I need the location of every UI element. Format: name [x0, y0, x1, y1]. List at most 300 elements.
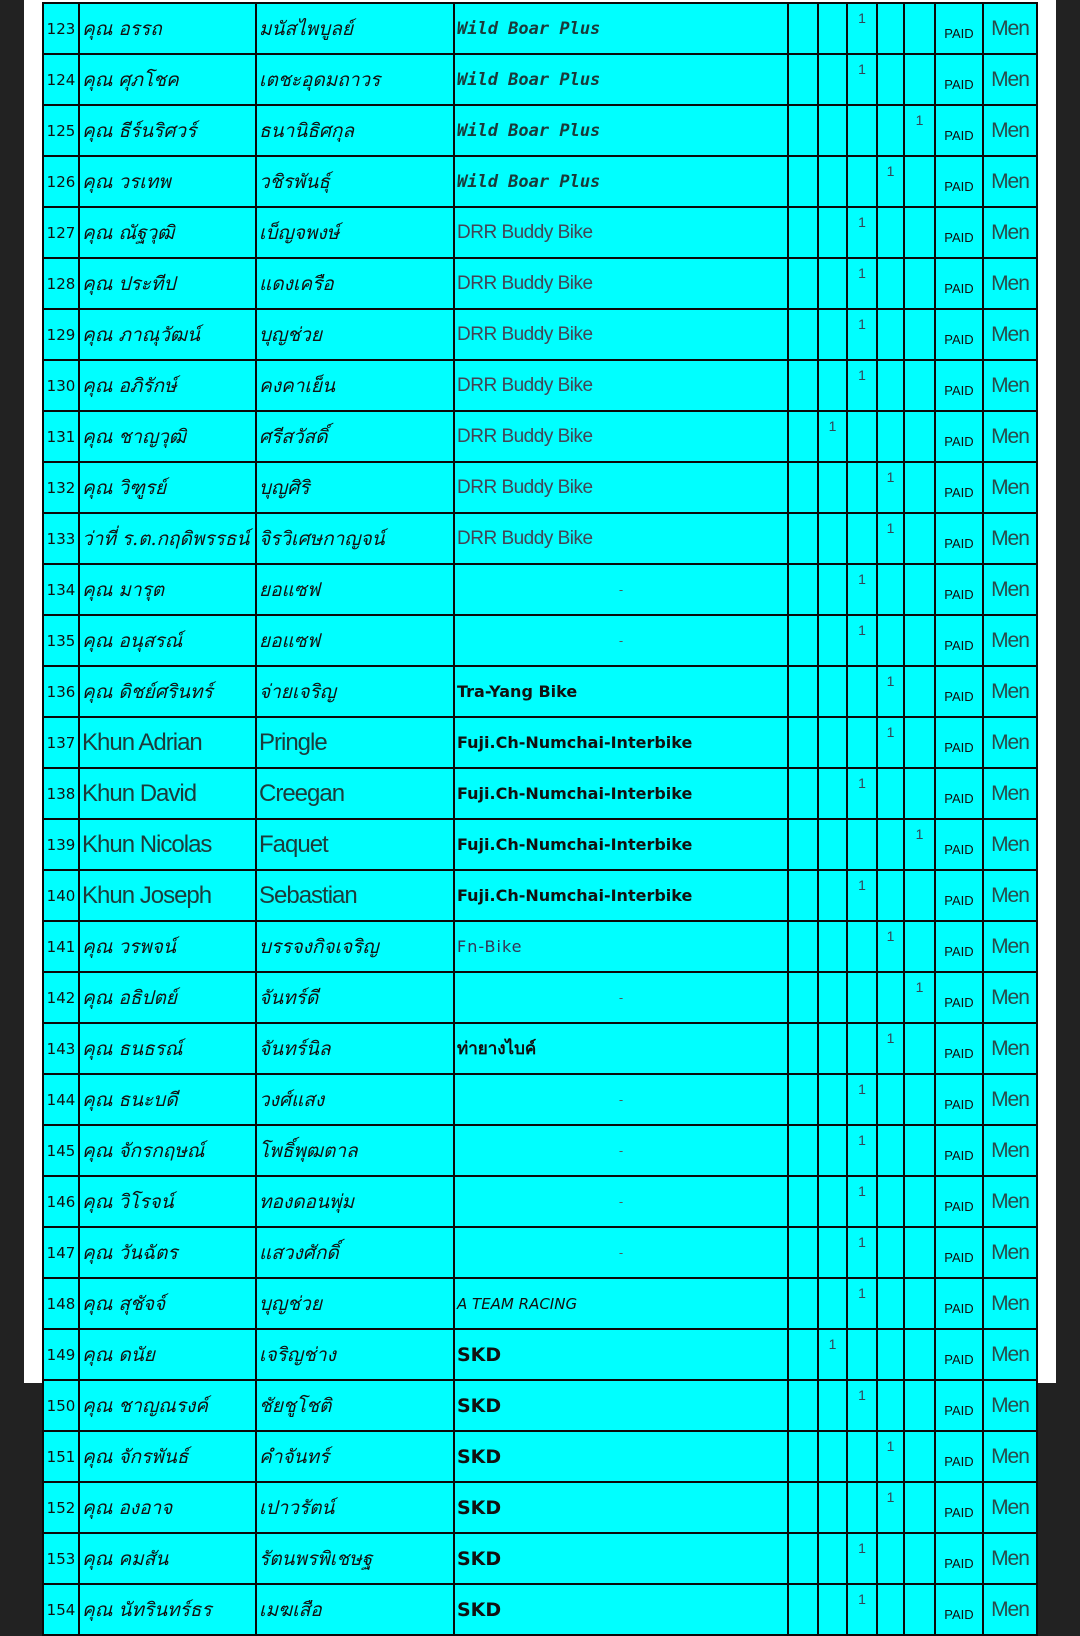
rider-number: 148: [43, 1278, 79, 1329]
table-row: [43, 1227, 1037, 1278]
class-mark-cell: [788, 768, 818, 819]
payment-status: PAID: [935, 1380, 983, 1431]
class-mark-cell: [877, 309, 904, 360]
payment-status: PAID: [935, 1431, 983, 1482]
first-name: คุณ ชาญวุฒิ: [79, 411, 256, 462]
class-mark-cell: [877, 1278, 904, 1329]
class-mark-cell: [788, 1431, 818, 1482]
class-mark-cell: 1: [847, 309, 877, 360]
class-mark-cell: 1: [847, 1584, 877, 1635]
class-mark-cell: [788, 1329, 818, 1380]
first-name: คุณ ดนัย: [79, 1329, 256, 1380]
payment-status: PAID: [935, 1125, 983, 1176]
table-row: [43, 1176, 1037, 1227]
class-mark-cell: [877, 3, 904, 54]
class-mark-cell: [877, 411, 904, 462]
last-name: แสวงศักดิ์: [256, 1227, 454, 1278]
team-name: SKD: [454, 1584, 788, 1635]
last-name: แดงเครือ: [256, 258, 454, 309]
class-mark-cell: [877, 54, 904, 105]
first-name: คุณ วรเทพ: [79, 156, 256, 207]
first-name: คุณ มารุต: [79, 564, 256, 615]
rider-number: 130: [43, 360, 79, 411]
table-row: [43, 1074, 1037, 1125]
table-row: [43, 870, 1037, 921]
table-row: [43, 1431, 1037, 1482]
class-mark-cell: [904, 3, 935, 54]
first-name: คุณ วรพจน์: [79, 921, 256, 972]
payment-status: PAID: [935, 1584, 983, 1635]
class-mark-cell: [877, 1176, 904, 1227]
class-mark-cell: 1: [877, 921, 904, 972]
team-name: Fuji.Ch-Numchai-Interbike: [454, 870, 788, 921]
team-name: SKD: [454, 1482, 788, 1533]
class-mark-cell: 1: [847, 1380, 877, 1431]
category: Men: [983, 768, 1037, 819]
class-mark-cell: [904, 462, 935, 513]
rider-number: 147: [43, 1227, 79, 1278]
class-mark-cell: 1: [847, 1533, 877, 1584]
category: Men: [983, 1482, 1037, 1533]
category: Men: [983, 1125, 1037, 1176]
first-name: ว่าที่ ร.ต.กฤดิพรรธน์: [79, 513, 256, 564]
team-name: -: [454, 1125, 788, 1176]
class-mark-cell: [788, 819, 818, 870]
class-mark-cell: 1: [877, 1431, 904, 1482]
payment-status: PAID: [935, 3, 983, 54]
last-name: ชัยชูโชติ: [256, 1380, 454, 1431]
category: Men: [983, 819, 1037, 870]
team-name: Fn-Bike: [454, 921, 788, 972]
class-mark-cell: 1: [877, 156, 904, 207]
last-name: จิรวิเศษกาญจน์: [256, 513, 454, 564]
last-name: บุญช่วย: [256, 309, 454, 360]
rider-number: 136: [43, 666, 79, 717]
class-mark-cell: [847, 717, 877, 768]
team-name: SKD: [454, 1431, 788, 1482]
team-name: DRR Buddy Bike: [454, 462, 788, 513]
class-mark-cell: 1: [847, 1227, 877, 1278]
first-name: คุณ ชาญณรงค์: [79, 1380, 256, 1431]
rider-number: 132: [43, 462, 79, 513]
class-mark-cell: [818, 462, 847, 513]
payment-status: PAID: [935, 1482, 983, 1533]
payment-status: PAID: [935, 411, 983, 462]
category: Men: [983, 1584, 1037, 1635]
class-mark-cell: [904, 258, 935, 309]
class-mark-cell: [818, 1278, 847, 1329]
class-mark-cell: [788, 360, 818, 411]
first-name: คุณ ศุภโชค: [79, 54, 256, 105]
first-name: คุณ อภิรักษ์: [79, 360, 256, 411]
class-mark-cell: [904, 1533, 935, 1584]
rider-number: 141: [43, 921, 79, 972]
table-row: [43, 666, 1037, 717]
team-name: -: [454, 564, 788, 615]
category: Men: [983, 258, 1037, 309]
team-name: DRR Buddy Bike: [454, 360, 788, 411]
rider-number: 133: [43, 513, 79, 564]
rider-number: 150: [43, 1380, 79, 1431]
first-name: Khun Nicolas: [79, 819, 256, 870]
category: Men: [983, 3, 1037, 54]
class-mark-cell: [818, 564, 847, 615]
class-mark-cell: [877, 819, 904, 870]
table-row: [43, 258, 1037, 309]
class-mark-cell: [788, 411, 818, 462]
class-mark-cell: [847, 1329, 877, 1380]
table-row: [43, 717, 1037, 768]
payment-status: PAID: [935, 105, 983, 156]
class-mark-cell: [877, 1125, 904, 1176]
table-row: [43, 105, 1037, 156]
rider-number: 139: [43, 819, 79, 870]
category: Men: [983, 105, 1037, 156]
class-mark-cell: [877, 207, 904, 258]
class-mark-cell: [818, 1482, 847, 1533]
class-mark-cell: [904, 1329, 935, 1380]
payment-status: PAID: [935, 1533, 983, 1584]
first-name: คุณ วันฉัตร: [79, 1227, 256, 1278]
class-mark-cell: [818, 1431, 847, 1482]
class-mark-cell: [788, 1533, 818, 1584]
first-name: คุณ อธิปตย์: [79, 972, 256, 1023]
class-mark-cell: [877, 870, 904, 921]
last-name: Sebastian: [256, 870, 454, 921]
class-mark-cell: [877, 1227, 904, 1278]
class-mark-cell: [904, 1380, 935, 1431]
table-row: [43, 309, 1037, 360]
team-name: -: [454, 615, 788, 666]
first-name: คุณ อนุสรณ์: [79, 615, 256, 666]
class-mark-cell: [818, 615, 847, 666]
class-mark-cell: [904, 564, 935, 615]
class-mark-cell: [788, 921, 818, 972]
class-mark-cell: 1: [877, 666, 904, 717]
class-mark-cell: [788, 258, 818, 309]
last-name: ทองดอนพุ่ม: [256, 1176, 454, 1227]
class-mark-cell: [904, 1227, 935, 1278]
class-mark-cell: 1: [847, 1278, 877, 1329]
class-mark-cell: [818, 717, 847, 768]
category: Men: [983, 1176, 1037, 1227]
class-mark-cell: [818, 1023, 847, 1074]
class-mark-cell: [788, 1176, 818, 1227]
class-mark-cell: [847, 462, 877, 513]
first-name: คุณ ธนธรณ์: [79, 1023, 256, 1074]
class-mark-cell: [904, 1431, 935, 1482]
last-name: โพธิ์พุฒตาล: [256, 1125, 454, 1176]
class-mark-cell: [818, 1533, 847, 1584]
class-mark-cell: [877, 360, 904, 411]
class-mark-cell: [847, 666, 877, 717]
rider-number: 154: [43, 1584, 79, 1635]
payment-status: PAID: [935, 207, 983, 258]
class-mark-cell: [788, 972, 818, 1023]
first-name: คุณ ภาณุวัฒน์: [79, 309, 256, 360]
rider-number: 127: [43, 207, 79, 258]
class-mark-cell: [788, 207, 818, 258]
class-mark-cell: [788, 1278, 818, 1329]
payment-status: PAID: [935, 819, 983, 870]
first-name: คุณ ประทีป: [79, 258, 256, 309]
team-name: DRR Buddy Bike: [454, 258, 788, 309]
table-row: [43, 462, 1037, 513]
category: Men: [983, 1533, 1037, 1584]
class-mark-cell: 1: [847, 1074, 877, 1125]
class-mark-cell: [877, 1533, 904, 1584]
rider-number: 142: [43, 972, 79, 1023]
table-row: [43, 513, 1037, 564]
class-mark-cell: [818, 1584, 847, 1635]
team-name: Wild Boar Plus: [454, 105, 788, 156]
class-mark-cell: [818, 54, 847, 105]
class-mark-cell: [818, 1227, 847, 1278]
payment-status: PAID: [935, 54, 983, 105]
class-mark-cell: 1: [904, 972, 935, 1023]
payment-status: PAID: [935, 768, 983, 819]
class-mark-cell: [847, 513, 877, 564]
team-name: -: [454, 972, 788, 1023]
first-name: คุณ สุชัจจ์: [79, 1278, 256, 1329]
class-mark-cell: [877, 1329, 904, 1380]
last-name: เจริญช่าง: [256, 1329, 454, 1380]
rider-number: 135: [43, 615, 79, 666]
class-mark-cell: [818, 768, 847, 819]
table-row: [43, 411, 1037, 462]
class-mark-cell: [877, 1584, 904, 1635]
class-mark-cell: [788, 870, 818, 921]
payment-status: PAID: [935, 1023, 983, 1074]
class-mark-cell: [818, 972, 847, 1023]
team-name: SKD: [454, 1329, 788, 1380]
class-mark-cell: [847, 819, 877, 870]
table-row: [43, 207, 1037, 258]
table-row: [43, 564, 1037, 615]
team-name: Tra-Yang Bike: [454, 666, 788, 717]
class-mark-cell: [877, 972, 904, 1023]
table-row: [43, 1533, 1037, 1584]
class-mark-cell: [877, 768, 904, 819]
class-mark-cell: 1: [847, 870, 877, 921]
payment-status: PAID: [935, 360, 983, 411]
last-name: มนัสไพบูลย์: [256, 3, 454, 54]
class-mark-cell: [788, 156, 818, 207]
category: Men: [983, 1278, 1037, 1329]
class-mark-cell: [788, 1380, 818, 1431]
rider-number: 123: [43, 3, 79, 54]
class-mark-cell: [877, 615, 904, 666]
category: Men: [983, 513, 1037, 564]
category: Men: [983, 54, 1037, 105]
last-name: คงคาเย็น: [256, 360, 454, 411]
team-name: Fuji.Ch-Numchai-Interbike: [454, 717, 788, 768]
rider-number: 129: [43, 309, 79, 360]
class-mark-cell: [904, 1125, 935, 1176]
class-mark-cell: 1: [818, 411, 847, 462]
class-mark-cell: [904, 1176, 935, 1227]
rider-number: 145: [43, 1125, 79, 1176]
class-mark-cell: [904, 1074, 935, 1125]
first-name: คุณ วิโรจน์: [79, 1176, 256, 1227]
class-mark-cell: 1: [847, 3, 877, 54]
table-row: [43, 3, 1037, 54]
last-name: เมฆเสือ: [256, 1584, 454, 1635]
category: Men: [983, 1227, 1037, 1278]
category: Men: [983, 411, 1037, 462]
last-name: จันทร์ดี: [256, 972, 454, 1023]
class-mark-cell: [847, 1023, 877, 1074]
table-row: [43, 156, 1037, 207]
class-mark-cell: [788, 513, 818, 564]
class-mark-cell: [818, 1176, 847, 1227]
team-name: DRR Buddy Bike: [454, 513, 788, 564]
class-mark-cell: [904, 666, 935, 717]
rider-number: 153: [43, 1533, 79, 1584]
category: Men: [983, 156, 1037, 207]
team-name: Wild Boar Plus: [454, 3, 788, 54]
class-mark-cell: [818, 3, 847, 54]
class-mark-cell: 1: [877, 1023, 904, 1074]
table-row: [43, 615, 1037, 666]
last-name: บรรจงกิจเจริญ: [256, 921, 454, 972]
rider-number: 143: [43, 1023, 79, 1074]
last-name: เปาวรัตน์: [256, 1482, 454, 1533]
payment-status: PAID: [935, 1227, 983, 1278]
table-row: [43, 972, 1037, 1023]
category: Men: [983, 1074, 1037, 1125]
category: Men: [983, 309, 1037, 360]
rider-number: 137: [43, 717, 79, 768]
first-name: คุณ วิฑูรย์: [79, 462, 256, 513]
first-name: Khun Joseph: [79, 870, 256, 921]
class-mark-cell: [788, 1023, 818, 1074]
payment-status: PAID: [935, 1074, 983, 1125]
class-mark-cell: [904, 360, 935, 411]
last-name: เบ็ญจพงษ์: [256, 207, 454, 258]
table-row: [43, 360, 1037, 411]
last-name: บุญช่วย: [256, 1278, 454, 1329]
table-row: [43, 1278, 1037, 1329]
category: Men: [983, 666, 1037, 717]
team-name: -: [454, 1176, 788, 1227]
class-mark-cell: [788, 717, 818, 768]
class-mark-cell: [788, 564, 818, 615]
class-mark-cell: [904, 1482, 935, 1533]
class-mark-cell: [788, 1074, 818, 1125]
team-name: A TEAM RACING: [454, 1278, 788, 1329]
class-mark-cell: 1: [847, 207, 877, 258]
class-mark-cell: [847, 105, 877, 156]
last-name: เตชะอุดมถาวร: [256, 54, 454, 105]
rider-number: 126: [43, 156, 79, 207]
class-mark-cell: [904, 411, 935, 462]
class-mark-cell: [904, 1278, 935, 1329]
first-name: คุณ องอาจ: [79, 1482, 256, 1533]
class-mark-cell: [818, 360, 847, 411]
first-name: คุณ ณัฐวุฒิ: [79, 207, 256, 258]
team-name: DRR Buddy Bike: [454, 309, 788, 360]
payment-status: PAID: [935, 921, 983, 972]
class-mark-cell: [904, 309, 935, 360]
class-mark-cell: [788, 666, 818, 717]
class-mark-cell: [904, 717, 935, 768]
class-mark-cell: [877, 1380, 904, 1431]
first-name: Khun Adrian: [79, 717, 256, 768]
class-mark-cell: [788, 105, 818, 156]
team-name: Fuji.Ch-Numchai-Interbike: [454, 819, 788, 870]
class-mark-cell: [877, 564, 904, 615]
category: Men: [983, 1431, 1037, 1482]
class-mark-cell: 1: [847, 1125, 877, 1176]
class-mark-cell: [788, 54, 818, 105]
first-name: คุณ ธีร์นริศวร์: [79, 105, 256, 156]
first-name: คุณ คมสัน: [79, 1533, 256, 1584]
class-mark-cell: 1: [847, 360, 877, 411]
payment-status: PAID: [935, 717, 983, 768]
class-mark-cell: [788, 1227, 818, 1278]
rider-number: 152: [43, 1482, 79, 1533]
team-name: SKD: [454, 1380, 788, 1431]
last-name: จ่ายเจริญ: [256, 666, 454, 717]
class-mark-cell: [818, 105, 847, 156]
table-row: [43, 1380, 1037, 1431]
last-name: วงศ์แสง: [256, 1074, 454, 1125]
payment-status: PAID: [935, 564, 983, 615]
category: Men: [983, 1380, 1037, 1431]
team-name: -: [454, 1227, 788, 1278]
class-mark-cell: 1: [847, 258, 877, 309]
last-name: คำจันทร์: [256, 1431, 454, 1482]
team-name: DRR Buddy Bike: [454, 207, 788, 258]
team-name: DRR Buddy Bike: [454, 411, 788, 462]
class-mark-cell: [904, 156, 935, 207]
class-mark-cell: [818, 870, 847, 921]
class-mark-cell: [847, 411, 877, 462]
class-mark-cell: 1: [847, 54, 877, 105]
table-row: [43, 1125, 1037, 1176]
class-mark-cell: [904, 768, 935, 819]
category: Men: [983, 1329, 1037, 1380]
first-name: คุณ ธนะบดี: [79, 1074, 256, 1125]
class-mark-cell: [818, 156, 847, 207]
class-mark-cell: [904, 54, 935, 105]
class-mark-cell: 1: [847, 615, 877, 666]
class-mark-cell: [788, 309, 818, 360]
team-name: SKD: [454, 1533, 788, 1584]
class-mark-cell: [847, 1482, 877, 1533]
class-mark-cell: 1: [847, 1176, 877, 1227]
team-name: Wild Boar Plus: [454, 54, 788, 105]
document-page: [24, 0, 1056, 1622]
class-mark-cell: [818, 666, 847, 717]
rider-number: 138: [43, 768, 79, 819]
first-name: คุณ จักรกฤษณ์: [79, 1125, 256, 1176]
rider-number: 128: [43, 258, 79, 309]
class-mark-cell: 1: [877, 1482, 904, 1533]
class-mark-cell: [818, 207, 847, 258]
rider-number: 140: [43, 870, 79, 921]
table-row: [43, 54, 1037, 105]
class-mark-cell: [818, 921, 847, 972]
category: Men: [983, 1023, 1037, 1074]
class-mark-cell: [788, 1584, 818, 1635]
table-row: [43, 1482, 1037, 1533]
table-row: [43, 921, 1037, 972]
last-name: Creegan: [256, 768, 454, 819]
class-mark-cell: 1: [818, 1329, 847, 1380]
class-mark-cell: [788, 3, 818, 54]
